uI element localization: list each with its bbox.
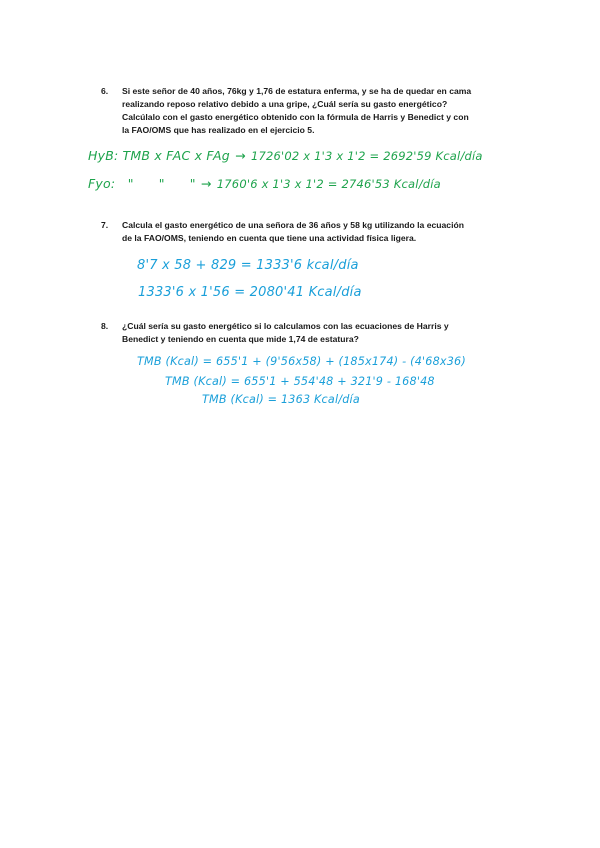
question-7-number: 7. [101, 220, 109, 230]
question-7-text [122, 219, 464, 245]
answer-8-line-1: TMB (Kcal) = 655'1 + (9'56x58) + (185x174) - (4'68x36) [137, 355, 466, 368]
answer-6-fyo-line [88, 176, 441, 191]
question-6-line-4: la FAO/OMS que has realizado en el ejercicio 5. [122, 125, 315, 135]
answer-7-line-2: 1333'6 x 1'56 = 2080'41 Kcal/día [138, 285, 362, 300]
arrow-right-icon: → [235, 148, 246, 163]
question-8-number: 8. [101, 321, 109, 331]
answer-6-hyb-line [88, 148, 483, 163]
question-7-line-1: Calcula el gasto energético de una señora de 36 años y 58 kg utilizando la ecuación [122, 220, 464, 230]
question-6-number: 6. [101, 86, 109, 96]
answer-6-hyb-result: 1726'02 x 1'3 x 1'2 = 2692'59 Kcal/día [250, 149, 483, 163]
question-6-text [122, 85, 471, 137]
question-8-line-2: Benedict y teniendo en cuenta que mide 1,74 de estatura? [122, 334, 359, 344]
answer-8-line-3: TMB (Kcal) = 1363 Kcal/día [202, 393, 360, 406]
answer-7-line-1: 8'7 x 58 + 829 = 1333'6 kcal/día [137, 258, 359, 273]
answer-6-fyo-result: 1760'6 x 1'3 x 1'2 = 2746'53 Kcal/día [216, 177, 441, 191]
question-8-text [122, 320, 449, 346]
arrow-right-icon: → [200, 176, 212, 191]
question-8-line-1: ¿Cuál sería su gasto energético si lo calculamos con las ecuaciones de Harris y [122, 321, 449, 331]
question-6-line-1: Si este señor de 40 años, 76kg y 1,76 de estatura enferma, y se ha de quedar en cama [122, 86, 472, 96]
question-7-line-2: de la FAO/OMS, teniendo en cuenta que tiene una actividad física ligera. [122, 233, 417, 243]
question-6-line-2: realizando reposo relativo debido a una gripe, ¿Cuál sería su gasto energético? [122, 99, 448, 109]
answer-6-hyb-prefix: HyB: TMB x FAC x FAg [88, 148, 230, 163]
answer-8-line-2: TMB (Kcal) = 655'1 + 554'48 + 321'9 - 168'48 [165, 375, 435, 388]
question-6-line-3: Calcúlalo con el gasto energético obtenido con la fórmula de Harris y Benedict y con [122, 112, 469, 122]
answer-6-fyo-prefix: Fyo: " " " [88, 176, 196, 191]
